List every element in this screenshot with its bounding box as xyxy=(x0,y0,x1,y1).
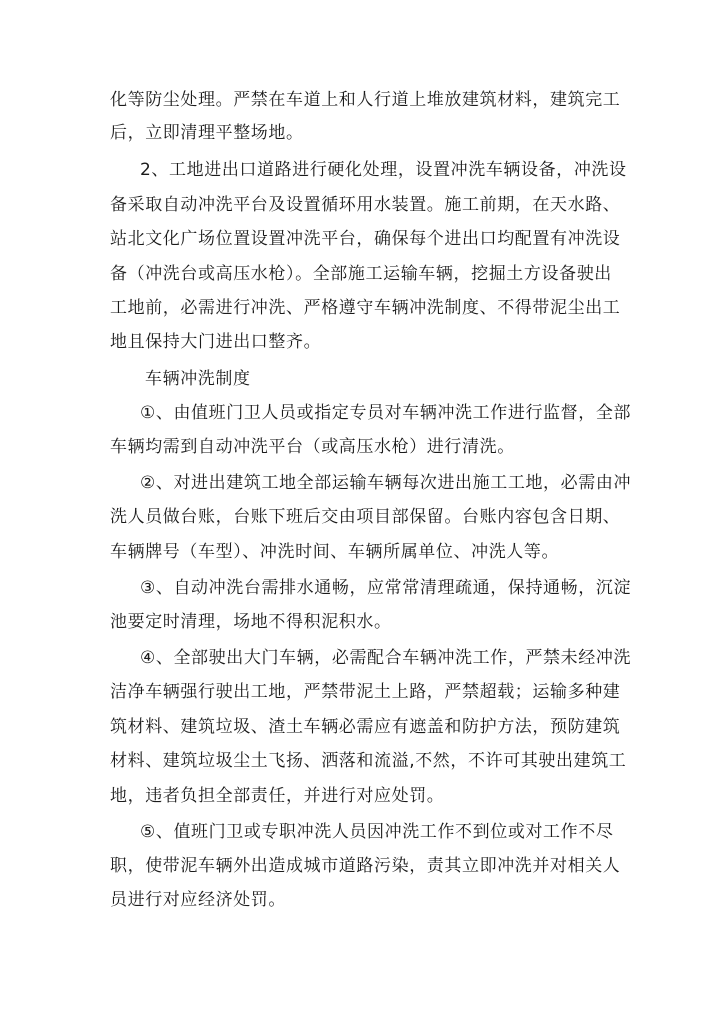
text-line: 材料、建筑垃圾尘土飞扬、洒落和流溢,不然，不许可其驶出建筑工 xyxy=(110,751,627,771)
text-line: 洗人员做台账，台账下班后交由项目部保留。台账内容包含日期、 xyxy=(110,507,621,527)
text-line: ③、自动冲洗台需排水通畅，应常常清理疏通，保持通畅，沉淀 xyxy=(140,578,632,598)
text-line: 车辆牌号（车型）、冲洗时间、车辆所属单位、冲洗人等。 xyxy=(110,542,560,562)
text-line: 地且保持大门进出口整齐。 xyxy=(110,332,322,352)
text-line: 备采取自动冲洗平台及设置循环用水装置。施工前期，在天水路、 xyxy=(110,195,621,215)
text-line: 池要定时清理，场地不得积泥积水。 xyxy=(110,612,392,632)
text-line: ②、对进出建筑工地全部运输车辆每次进出施工工地，必需由冲 xyxy=(140,473,632,493)
text-line: 洁净车辆强行驶出工地，严禁带泥土上路，严禁超载；运输多种建 xyxy=(110,682,621,702)
text-line: 地，违者负担全部责任，并进行对应处罚。 xyxy=(110,786,445,806)
text-line: 筑材料、建筑垃圾、渣土车辆必需应有遮盖和防护方法，预防建筑 xyxy=(110,717,621,737)
text-line: 车辆均需到自动冲洗平台（或高压水枪）进行清洗。 xyxy=(110,437,515,457)
text-line: 后，立即清理平整场地。 xyxy=(110,123,304,143)
text-line: ①、由值班门卫人员或指定专员对车辆冲洗工作进行监督，全部 xyxy=(140,403,632,423)
text-line: ⑤、值班门卫或专职冲洗人员因冲洗工作不到位或对工作不尽 xyxy=(140,822,614,842)
text-line: 化等防尘处理。严禁在车道上和人行道上堆放建筑材料，建筑完工 xyxy=(110,90,621,110)
text-line: 员进行对应经济处罚。 xyxy=(110,890,286,910)
text-line: 备（冲洗台或高压水枪）。全部施工运输车辆，挖掘土方设备驶出 xyxy=(110,264,612,284)
text-line: 2、工地进出口道路进行硬化处理，设置冲洗车辆设备，冲洗设 xyxy=(140,160,627,180)
section-heading: 车辆冲洗制度 xyxy=(145,369,251,389)
text-line: 工地前，必需进行冲洗、严格遵守车辆冲洗制度、不得带泥尘出工 xyxy=(110,298,621,318)
text-line: 职，使带泥车辆外出造成城市道路污染，责其立即冲洗并对相关人 xyxy=(110,856,621,876)
text-line: ④、全部驶出大门车辆，必需配合车辆冲洗工作，严禁未经冲洗 xyxy=(140,648,632,668)
text-line: 站北文化广场位置设置冲洗平台，确保每个进出口均配置有冲洗设 xyxy=(110,229,621,249)
